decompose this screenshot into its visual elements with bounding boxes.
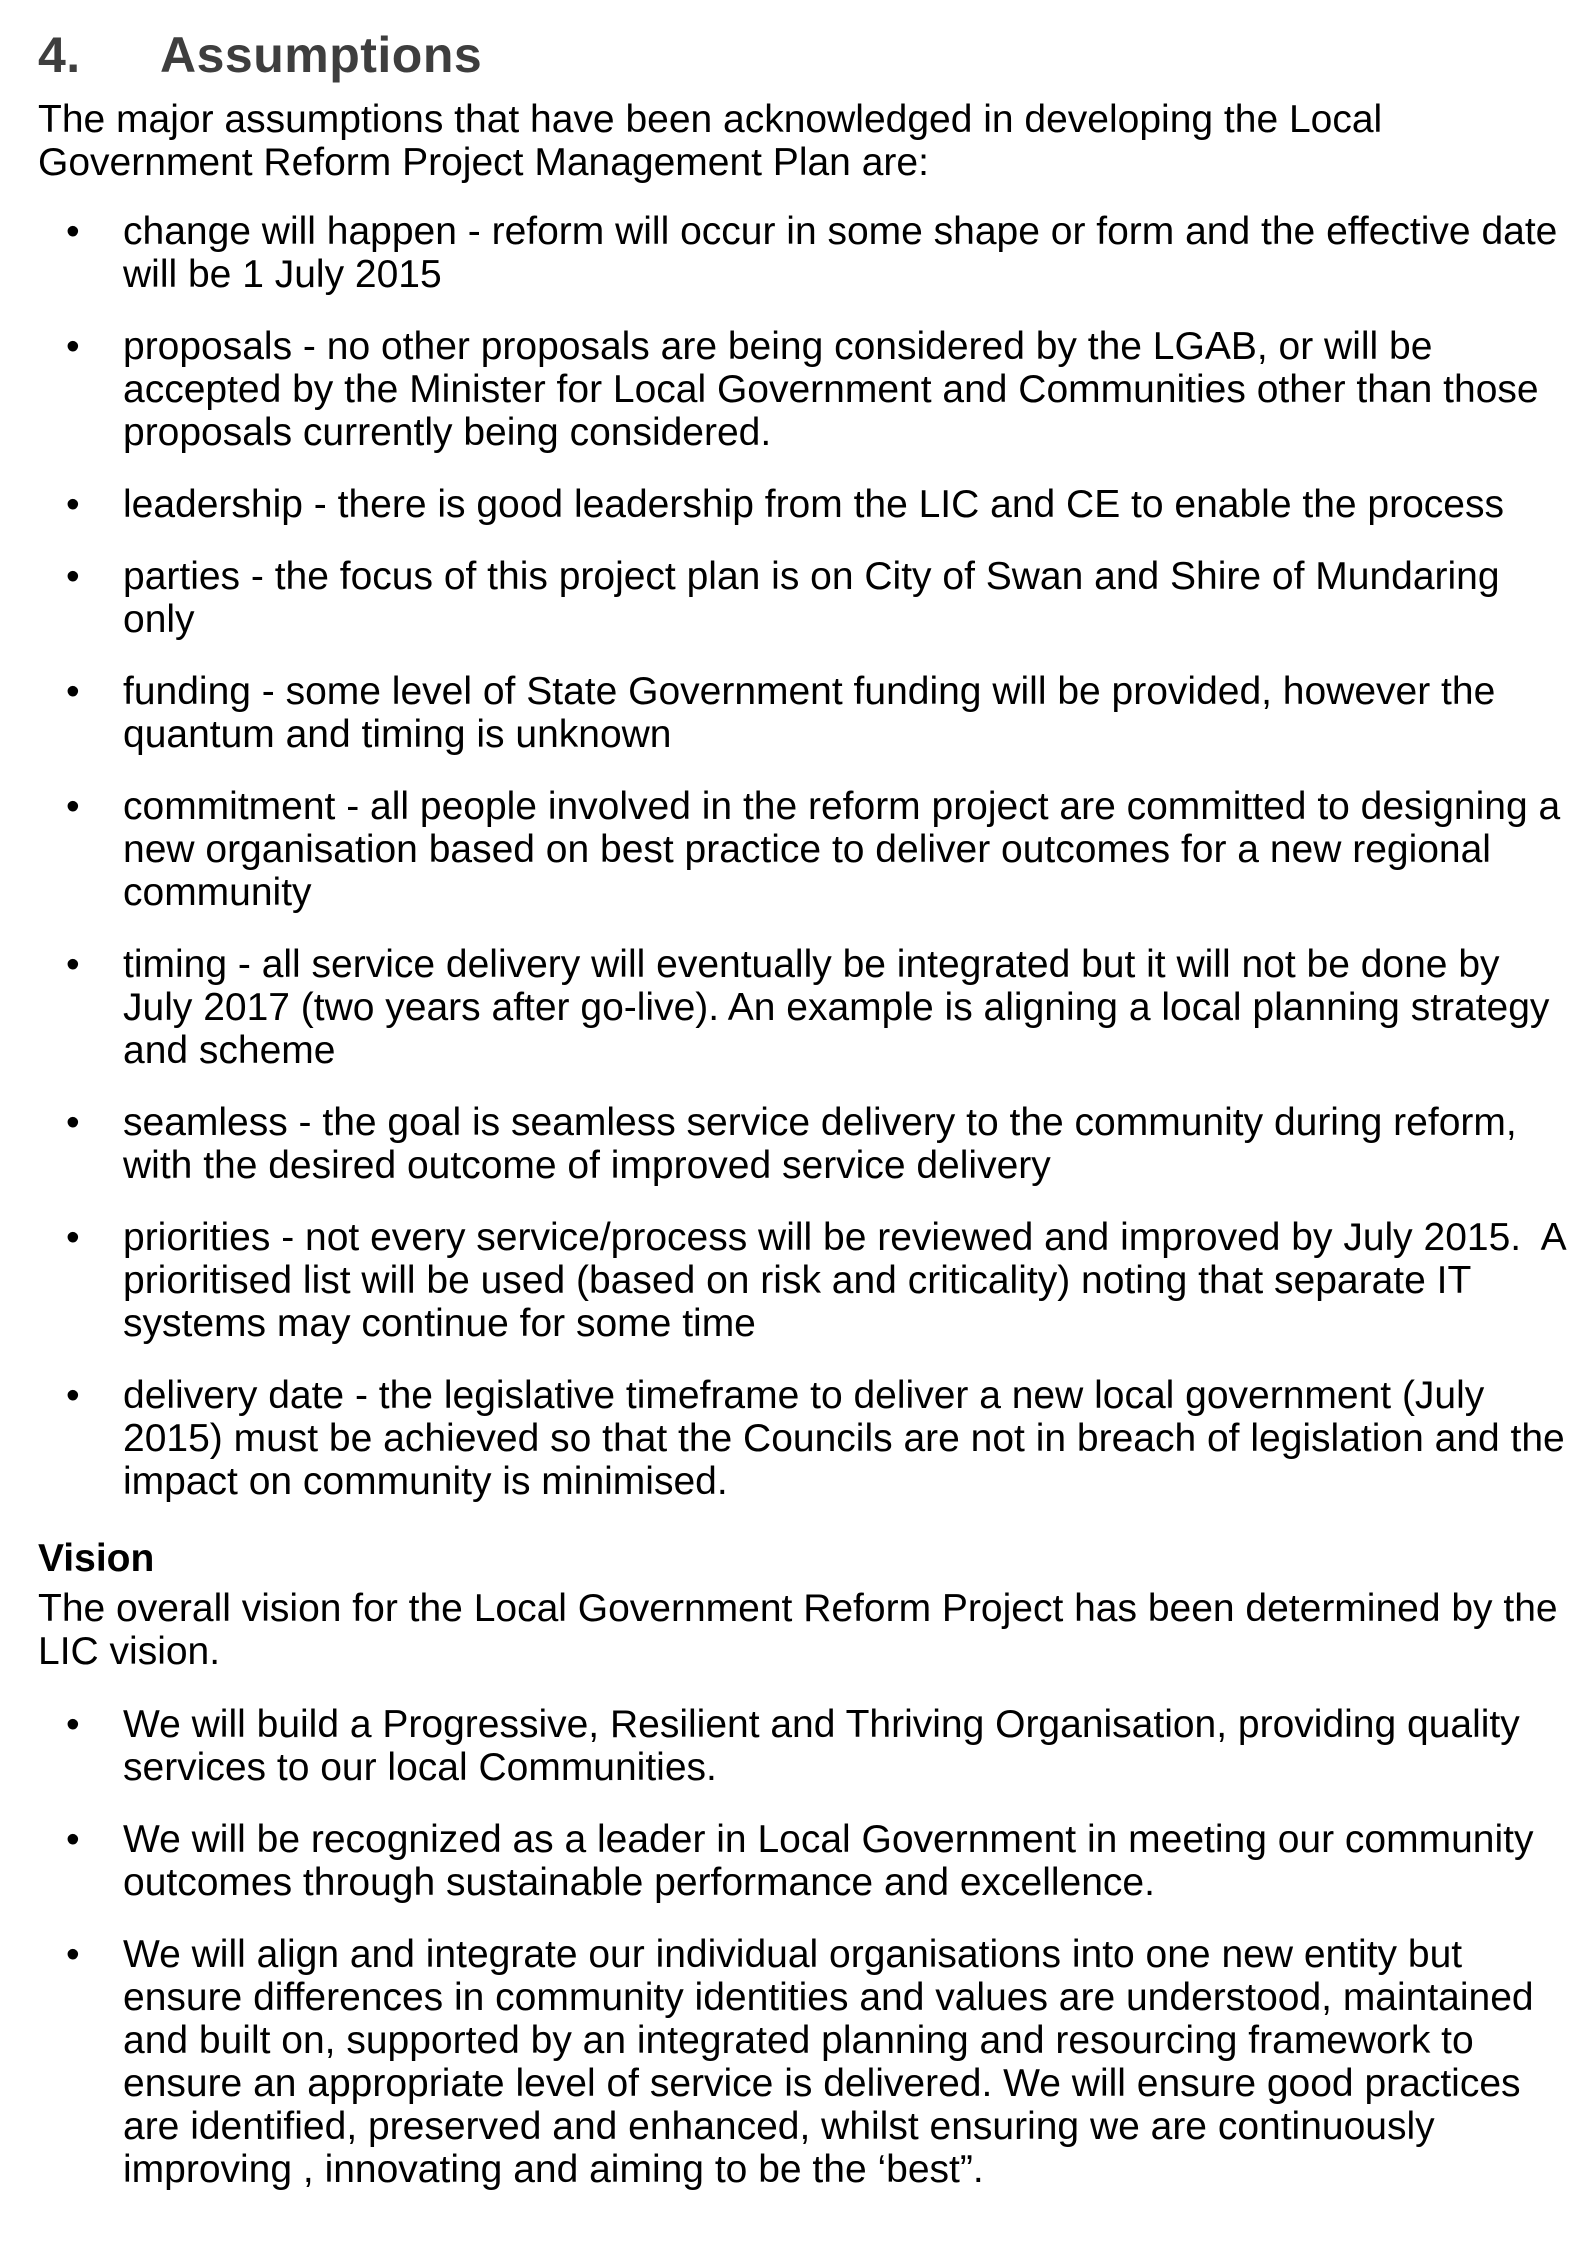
assumption-text: timing - all service delivery will eventually be integrated but it will not be done by July 2017 (two years after go-live). An example is aligning a local planning strategy and scheme [123, 943, 1561, 1072]
list-item [38, 785, 1570, 914]
list-item [38, 670, 1570, 756]
assumption-text: leadership - there is good leadership from the LIC and CE to enable the process [123, 483, 1504, 526]
list-item [38, 210, 1570, 296]
assumption-text: delivery date - the legislative timeframe to deliver a new local government (July 2015) must be achieved so that the Councils are not in breach of legislation and the impact on community is minimised. [123, 1374, 1576, 1503]
list-item [38, 325, 1570, 454]
list-item [38, 483, 1570, 526]
list-item [38, 555, 1570, 641]
vision-heading: Vision [38, 1537, 155, 1580]
vision-bullet-text: We will align and integrate our individual organisations into one new entity but ensure differences in community identities and values are understood, maintained and built on, supported by an integrated planning and resourcing framework to ensure an appropriate level of service is delivered. We will ensure good practices are identified, preserved and enhanced, whilst ensuring we are continuously improving , innovating and aiming to be the ‘best”. [123, 1933, 1545, 2191]
list-item [38, 1101, 1570, 1187]
assumption-text: change will happen - reform will occur in some shape or form and the effective date will be 1 July 2015 [123, 210, 1569, 296]
assumptions-list [38, 210, 1576, 1503]
section-number: 4. [38, 27, 81, 83]
vision-list [38, 1703, 1570, 2191]
list-item [38, 1703, 1570, 1789]
assumption-text: funding - some level of State Government funding will be provided, however the quantum and timing is unknown [123, 670, 1507, 756]
section-title: Assumptions [160, 27, 483, 83]
list-item [38, 943, 1570, 1072]
section-heading [38, 26, 1570, 84]
vision-intro-paragraph: The overall vision for the Local Government Reform Project has been determined by the LIC vision. [38, 1587, 1569, 1673]
vision-bullet-text: We will be recognized as a leader in Local Government in meeting our community outcomes through sustainable performance and excellence. [123, 1818, 1545, 1904]
assumption-text: commitment - all people involved in the reform project are committed to designing a new organisation based on best practice to deliver outcomes for a new regional community [123, 785, 1572, 914]
assumption-text: seamless - the goal is seamless service delivery to the community during reform, with the desired outcome of improved service delivery [123, 1101, 1528, 1187]
assumption-text: priorities - not every service/process will be reviewed and improved by July 2015. A prioritised list will be used (based on risk and criticality) noting that separate IT systems may continue for some time [123, 1216, 1576, 1345]
list-item [38, 1216, 1576, 1345]
assumption-text: proposals - no other proposals are being considered by the LGAB, or will be accepted by the Minister for Local Government and Communities other than those proposals currently being considered. [123, 325, 1550, 454]
assumption-text: parties - the focus of this project plan is on City of Swan and Shire of Mundaring only [123, 555, 1511, 641]
vision-bullet-text: We will build a Progressive, Resilient and Thriving Organisation, providing quality services to our local Communities. [123, 1703, 1531, 1789]
list-item [38, 1933, 1570, 2191]
list-item [38, 1374, 1576, 1503]
list-item [38, 1818, 1570, 1904]
intro-paragraph: The major assumptions that have been acknowledged in developing the Local Government Reform Project Management Plan are: [38, 98, 1394, 184]
